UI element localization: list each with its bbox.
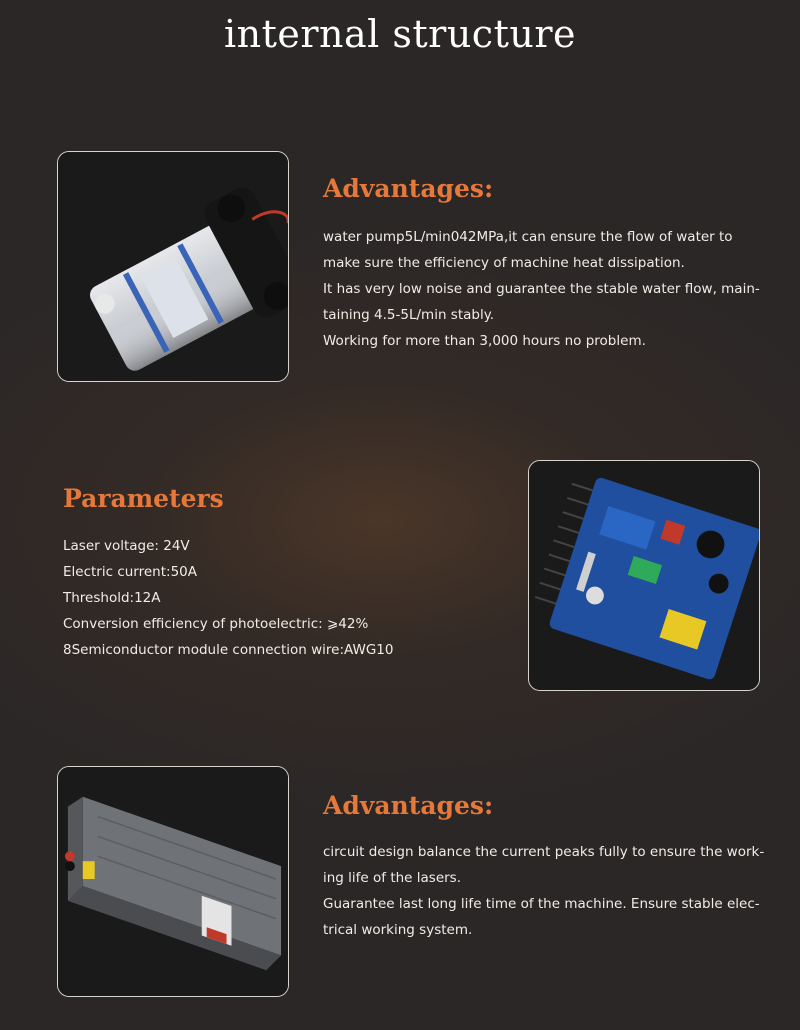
- section-3-line: Guarantee last long life time of the machine. Ensure stable elec-: [323, 896, 760, 912]
- section-1-heading: Advantages:: [323, 174, 494, 203]
- section-3-text: [323, 839, 764, 943]
- parameter-line: Threshold:12A: [63, 590, 161, 606]
- section-2-text: [63, 533, 394, 663]
- section-3-line: circuit design balance the current peaks fully to ensure the work-: [323, 844, 765, 860]
- parameter-line: Conversion efficiency of photoelectric: ⩾42%: [63, 616, 369, 632]
- parameter-line: 8Semiconductor module connection wire:AWG10: [63, 642, 394, 658]
- section-1-line: It has very low noise and guarantee the stable water flow, main-: [323, 281, 760, 297]
- page-title: internal structure: [223, 12, 576, 56]
- section-1-line: water pump5L/min042MPa,it can ensure the flow of water to: [323, 229, 733, 245]
- section-1-line: make sure the efficiency of machine heat dissipation.: [323, 255, 685, 271]
- water-pump-image: [57, 151, 289, 382]
- section-3-heading: Advantages:: [323, 791, 494, 820]
- section-3-line: ing life of the lasers.: [323, 870, 462, 886]
- section-3-line: trical working system.: [323, 922, 473, 938]
- parameter-line: Laser voltage: 24V: [63, 538, 190, 554]
- section-1-text: [323, 224, 760, 354]
- parameter-line: Electric current:50A: [63, 564, 197, 580]
- power-supply-image: [57, 766, 289, 997]
- section-1-line: taining 4.5-5L/min stably.: [323, 307, 495, 323]
- circuit-board-photo: [529, 461, 759, 690]
- section-2-heading: Parameters: [63, 484, 224, 513]
- circuit-board-image: [528, 460, 760, 691]
- water-pump-photo: [58, 152, 288, 381]
- section-1-line: Working for more than 3,000 hours no problem.: [323, 333, 646, 349]
- power-supply-photo: [58, 767, 288, 996]
